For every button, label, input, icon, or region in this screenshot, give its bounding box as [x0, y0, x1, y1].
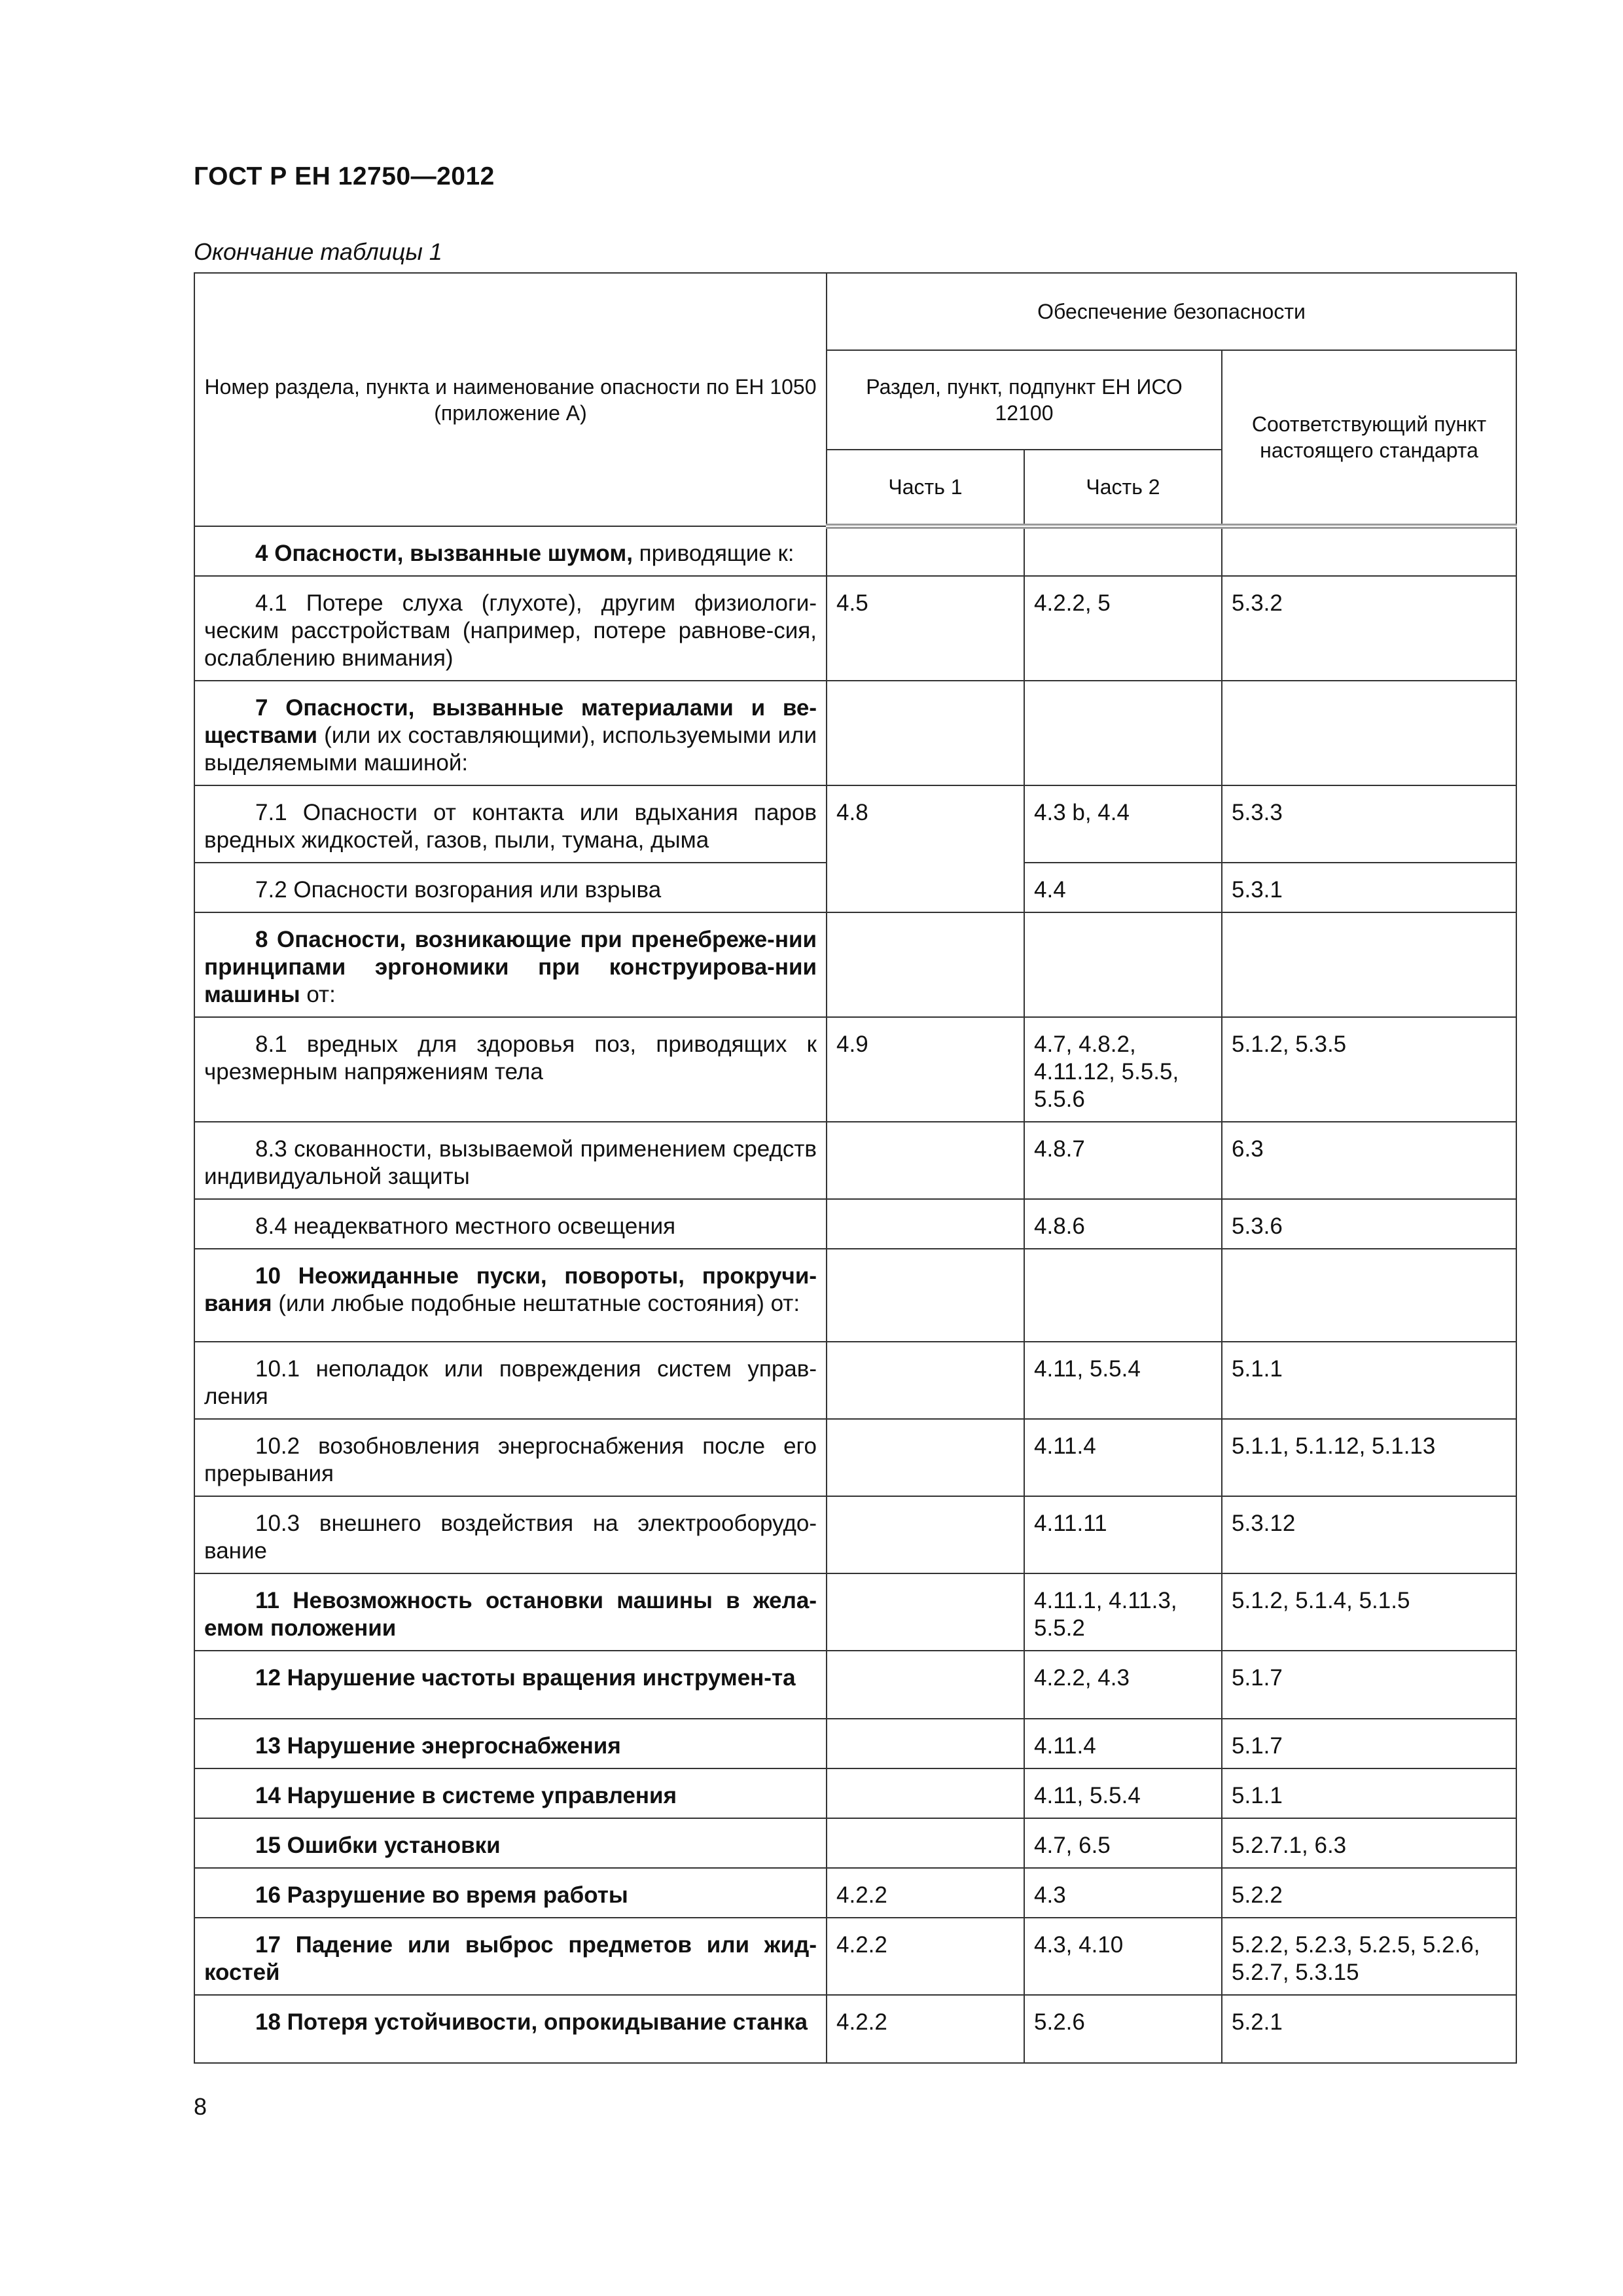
hazard-cell [194, 681, 827, 785]
hazard-heading: 10 Неожиданные пуски, повороты, прокручи-вания [204, 1263, 817, 1316]
part1-cell [827, 1818, 1024, 1868]
table-row [194, 912, 1516, 1017]
hazard-text: (или любые подобные нештатные состояния) от: [272, 1291, 800, 1316]
hazard-text: 8.4 неадекватного местного освещения [255, 1213, 676, 1239]
hazard-cell [194, 1199, 827, 1249]
hazard-heading: 14 Нарушение в системе управления [255, 1783, 677, 1808]
table-row [194, 1995, 1516, 2063]
clause-cell: 5.1.1, 5.1.12, 5.1.13 [1222, 1419, 1516, 1496]
clause-cell: 5.1.2, 5.1.4, 5.1.5 [1222, 1573, 1516, 1651]
part2-cell: 4.3 [1024, 1868, 1222, 1918]
hazard-cell [194, 1768, 827, 1818]
part2-cell: 4.3 b, 4.4 [1024, 785, 1222, 863]
header-part1: Часть 1 [827, 450, 1024, 526]
clause-cell: 5.1.7 [1222, 1719, 1516, 1768]
clause-cell [1222, 681, 1516, 785]
clause-cell: 5.3.1 [1222, 863, 1516, 912]
hazard-heading: 4 Опасности, вызванные шумом, [255, 541, 633, 566]
part2-cell: 4.2.2, 5 [1024, 576, 1222, 681]
hazard-heading: 16 Разрушение во время работы [255, 1882, 628, 1908]
hazard-text: 10.2 возобновления энергоснабжения после его прерывания [204, 1433, 817, 1486]
header-safety: Обеспечение безопасности [827, 273, 1516, 350]
table-row [194, 1868, 1516, 1918]
hazard-cell [194, 576, 827, 681]
part2-cell [1024, 912, 1222, 1017]
hazard-cell [194, 1818, 827, 1868]
table-row [194, 681, 1516, 785]
part2-cell: 4.7, 4.8.2, 4.11.12, 5.5.5, 5.5.6 [1024, 1017, 1222, 1122]
table-row [194, 1419, 1516, 1496]
hazard-cell [194, 1573, 827, 1651]
part1-cell: 4.2.2 [827, 1995, 1024, 2063]
clause-cell: 5.1.1 [1222, 1768, 1516, 1818]
part2-cell: 4.3, 4.10 [1024, 1918, 1222, 1995]
hazard-heading: 17 Падение или выброс предметов или жид-костей [204, 1932, 817, 1985]
document-title: ГОСТ Р ЕН 12750—2012 [194, 162, 495, 190]
part1-cell [827, 681, 1024, 785]
table-row [194, 785, 1516, 863]
part2-cell: 4.11.1, 4.11.3, 5.5.2 [1024, 1573, 1222, 1651]
table-row [194, 1573, 1516, 1651]
table-row [194, 1651, 1516, 1719]
header-iso: Раздел, пункт, подпункт ЕН ИСО 12100 [827, 350, 1222, 450]
hazard-text: 7.2 Опасности возгорания или взрыва [255, 877, 662, 903]
part1-cell [827, 1719, 1024, 1768]
clause-cell: 5.3.2 [1222, 576, 1516, 681]
hazard-cell [194, 785, 827, 863]
hazard-heading: 8 Опасности, возникающие при пренебреже-нии принципами эргономики при конструирова-нии машины [204, 927, 817, 1007]
clause-cell: 5.1.7 [1222, 1651, 1516, 1719]
table-row [194, 1719, 1516, 1768]
header-clause: Соответствующий пункт настоящего стандарта [1222, 350, 1516, 526]
table-row [194, 526, 1516, 576]
part1-cell: 4.2.2 [827, 1868, 1024, 1918]
hazard-cell [194, 1017, 827, 1122]
part2-cell [1024, 681, 1222, 785]
part2-cell: 4.8.6 [1024, 1199, 1222, 1249]
table-row [194, 1017, 1516, 1122]
clause-cell [1222, 912, 1516, 1017]
table-row [194, 1496, 1516, 1573]
hazard-cell [194, 1719, 827, 1768]
hazard-heading: 13 Нарушение энергоснабжения [255, 1733, 621, 1759]
table-body [194, 526, 1516, 2063]
hazard-cell [194, 1918, 827, 1995]
hazard-text: 7.1 Опасности от контакта или вдыхания паров вредных жидкостей, газов, пыли, тумана, дыма [204, 800, 817, 853]
part2-cell: 5.2.6 [1024, 1995, 1222, 2063]
hazards-table [194, 272, 1517, 2064]
hazard-text: 8.3 скованности, вызываемой применением средств индивидуальной защиты [204, 1136, 817, 1189]
part1-cell [827, 1199, 1024, 1249]
part2-cell [1024, 526, 1222, 576]
part1-cell [827, 526, 1024, 576]
hazard-cell [194, 1249, 827, 1342]
part2-cell: 4.11.11 [1024, 1496, 1222, 1573]
part1-cell: 4.9 [827, 1017, 1024, 1122]
hazard-cell [194, 912, 827, 1017]
part2-cell: 4.2.2, 4.3 [1024, 1651, 1222, 1719]
hazard-text: 10.3 внешнего воздействия на электрооборудо-вание [204, 1511, 817, 1564]
hazard-cell [194, 1419, 827, 1496]
part1-cell [827, 1651, 1024, 1719]
table-row [194, 1122, 1516, 1199]
part1-cell [827, 1419, 1024, 1496]
table-header [194, 273, 1516, 526]
hazard-cell [194, 1342, 827, 1419]
header-part2: Часть 2 [1024, 450, 1222, 526]
clause-cell: 5.1.1 [1222, 1342, 1516, 1419]
part1-cell [827, 1573, 1024, 1651]
part1-cell [827, 1496, 1024, 1573]
clause-cell: 6.3 [1222, 1122, 1516, 1199]
part1-cell: 4.8 [827, 785, 1024, 863]
table-row [194, 863, 1516, 912]
part1-cell [827, 1342, 1024, 1419]
part1-cell [827, 1768, 1024, 1818]
hazard-text: от: [300, 982, 336, 1007]
table-row [194, 1342, 1516, 1419]
clause-cell: 5.2.1 [1222, 1995, 1516, 2063]
part1-cell: 4.5 [827, 576, 1024, 681]
part2-cell [1024, 1249, 1222, 1342]
part2-cell: 4.11, 5.5.4 [1024, 1342, 1222, 1419]
hazard-heading: 15 Ошибки установки [255, 1833, 501, 1858]
table-row [194, 1249, 1516, 1342]
part2-cell: 4.4 [1024, 863, 1222, 912]
hazard-heading: 18 Потеря устойчивости, опрокидывание станка [255, 2009, 808, 2035]
part1-cell [827, 912, 1024, 1017]
hazard-heading: 7 Опасности, вызванные материалами и ве-ществами [204, 695, 817, 748]
part1-cell [827, 863, 1024, 912]
clause-cell: 5.2.2, 5.2.3, 5.2.5, 5.2.6, 5.2.7, 5.3.15 [1222, 1918, 1516, 1995]
clause-cell: 5.3.3 [1222, 785, 1516, 863]
table-row [194, 1818, 1516, 1868]
hazard-heading: 12 Нарушение частоты вращения инструмен-та [255, 1665, 796, 1691]
part2-cell: 4.11.4 [1024, 1719, 1222, 1768]
part1-cell: 4.2.2 [827, 1918, 1024, 1995]
part2-cell: 4.11, 5.5.4 [1024, 1768, 1222, 1818]
table-row [194, 1199, 1516, 1249]
table-row [194, 576, 1516, 681]
hazard-cell [194, 526, 827, 576]
part2-cell: 4.7, 6.5 [1024, 1818, 1222, 1868]
clause-cell: 5.2.7.1, 6.3 [1222, 1818, 1516, 1868]
page-number: 8 [194, 2093, 207, 2120]
hazard-text: 8.1 вредных для здоровья поз, приводящих к чрезмерным напряжениям тела [204, 1031, 817, 1085]
part2-cell: 4.8.7 [1024, 1122, 1222, 1199]
hazard-cell [194, 1496, 827, 1573]
hazard-text: 10.1 неполадок или повреждения систем управ-ления [204, 1356, 817, 1409]
hazard-cell [194, 1995, 827, 2063]
clause-cell: 5.3.6 [1222, 1199, 1516, 1249]
hazard-text: приводящие к: [632, 541, 794, 566]
hazard-cell [194, 1868, 827, 1918]
hazard-heading: 11 Невозможность остановки машины в жела-емом положении [204, 1588, 817, 1641]
part2-cell: 4.11.4 [1024, 1419, 1222, 1496]
hazard-cell [194, 1651, 827, 1719]
hazard-text: (или их составляющими), используемыми или выделяемыми машиной: [204, 723, 817, 776]
clause-cell [1222, 1249, 1516, 1342]
part1-cell [827, 1122, 1024, 1199]
clause-cell [1222, 526, 1516, 576]
table-row [194, 1918, 1516, 1995]
table-caption: Окончание таблицы 1 [194, 238, 442, 265]
table-row [194, 1768, 1516, 1818]
header-hazard: Номер раздела, пункта и наименование опасности по ЕН 1050 (приложение А) [194, 273, 827, 526]
hazard-cell [194, 1122, 827, 1199]
hazard-text: 4.1 Потере слуха (глухоте), другим физиологи-ческим расстройствам (например, потере равнове-сия, ослаблению внимания) [204, 590, 817, 671]
clause-cell: 5.1.2, 5.3.5 [1222, 1017, 1516, 1122]
part1-cell [827, 1249, 1024, 1342]
hazard-cell [194, 863, 827, 912]
clause-cell: 5.2.2 [1222, 1868, 1516, 1918]
clause-cell: 5.3.12 [1222, 1496, 1516, 1573]
